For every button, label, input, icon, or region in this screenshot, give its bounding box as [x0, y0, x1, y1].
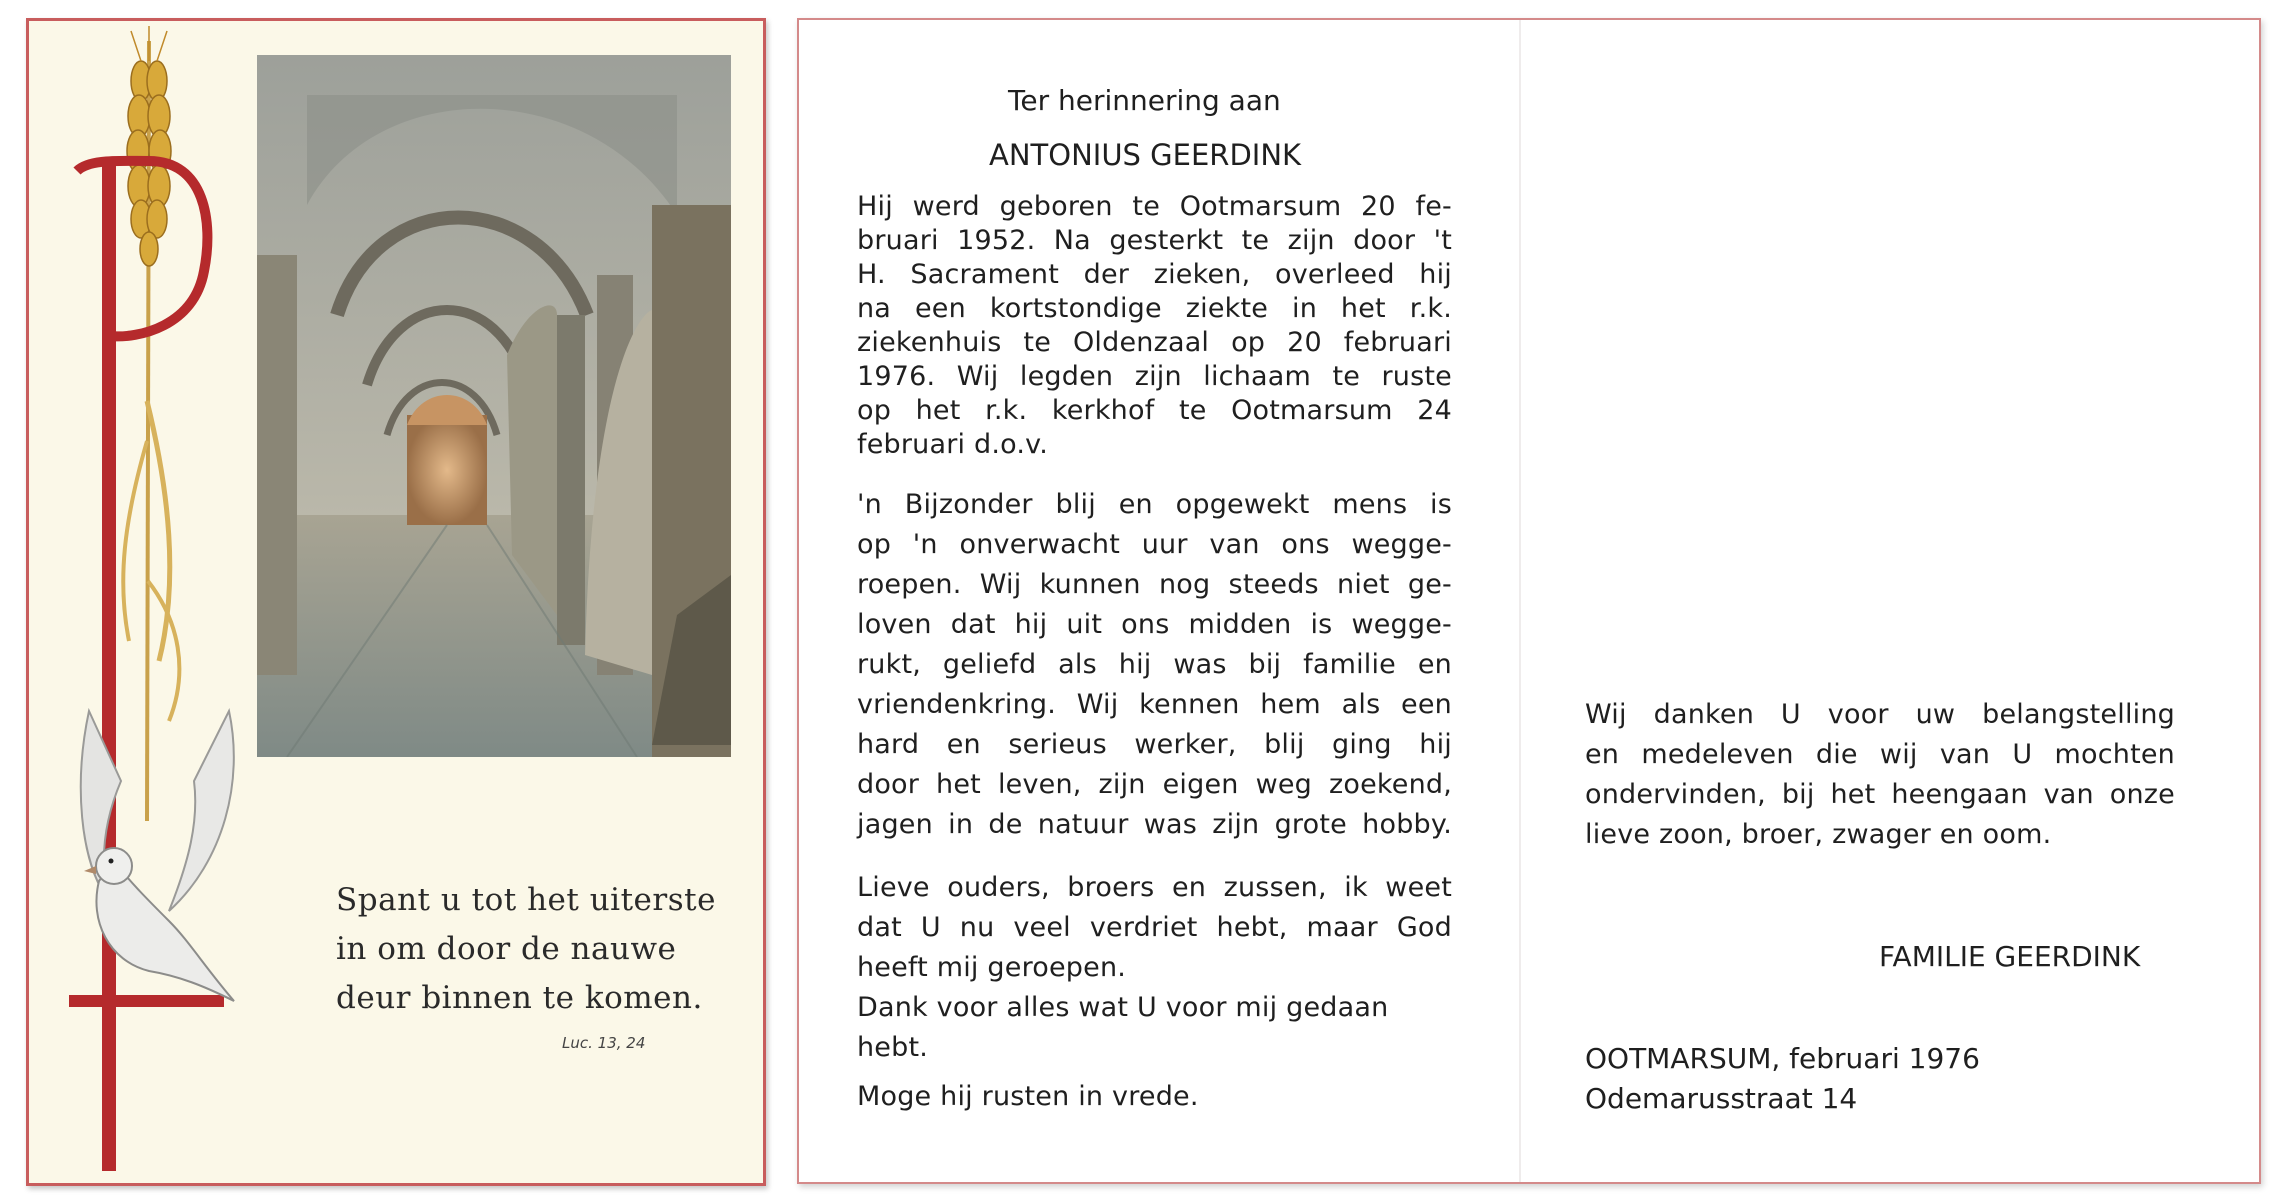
verse-line: Spant u tot het uiterste [336, 882, 716, 918]
gratitude-line: Dank voor alles wat U voor mij gedaan [857, 992, 1389, 1023]
text-line: op 'n onverwacht uur van ons wegge- [857, 529, 1452, 560]
family-signature: FAMILIE GEERDINK [1879, 940, 2141, 973]
text-line: door het leven, zijn eigen weg zoekend, [857, 769, 1452, 800]
memorial-card-inside [797, 18, 2261, 1184]
text-line: jagen in de natuur was zijn grote hobby. [857, 809, 1452, 840]
text-line: bruari 1952. Na gesterkt te zijn door 't [857, 225, 1452, 256]
verse-reference: Luc. 13, 24 [562, 1034, 646, 1052]
text-line: heeft mij geroepen. [857, 952, 1127, 983]
acknowledgement-paragraph [1585, 695, 2175, 855]
text-line: 1976. Wij legden zijn lichaam te ruste [857, 361, 1452, 392]
text-line: en medeleven die wij van U mochten [1585, 739, 2175, 770]
text-line: rukt, geliefd als hij was bij familie en [857, 649, 1452, 680]
tribute-paragraph [857, 485, 1452, 845]
deceased-name: ANTONIUS GEERDINK [989, 138, 1302, 172]
gratitude-line: hebt. [857, 1032, 929, 1063]
family-address: Odemarusstraat 14 [1585, 1082, 1858, 1115]
message-to-family [857, 868, 1452, 988]
memorial-card-front [26, 18, 766, 1186]
text-line: Lieve ouders, broers en zussen, ik weet [857, 872, 1452, 903]
biography-paragraph [857, 190, 1452, 462]
text-line: vriendenkring. Wij kennen hem als een [857, 689, 1452, 720]
text-line: februari d.o.v. [857, 429, 1049, 460]
text-line: lieve zoon, broer, zwager en oom. [1585, 819, 2052, 850]
arched-corridor-illustration [257, 55, 731, 757]
text-line: loven dat hij uit ons midden is wegge- [857, 609, 1452, 640]
text-line: na een kortstondige ziekte in het r.k. [857, 293, 1452, 324]
card-fold-line [1519, 20, 1521, 1182]
cloister-arches-photo [257, 55, 731, 757]
verse-line: in om door de nauwe [336, 931, 677, 967]
text-line: Hij werd geboren te Ootmarsum 20 fe- [857, 191, 1452, 222]
place-and-date: OOTMARSUM, februari 1976 [1585, 1042, 1980, 1075]
text-line: dat U nu veel verdriet hebt, maar God [857, 912, 1452, 943]
remembrance-intro: Ter herinnering aan [1008, 84, 1281, 117]
text-line: H. Sacrament der zieken, overleed hij [857, 259, 1452, 290]
text-line: hard en serieus werker, blij ging hij [857, 729, 1452, 760]
text-line: ziekenhuis te Oldenzaal op 20 februari [857, 327, 1452, 358]
text-line: roepen. Wij kunnen nog steeds niet ge- [857, 569, 1452, 600]
scripture-verse [336, 876, 736, 1023]
verse-line: deur binnen te komen. [336, 980, 703, 1016]
text-line: op het r.k. kerkhof te Ootmarsum 24 [857, 395, 1452, 426]
text-line: Wij danken U voor uw belangstelling [1585, 699, 2175, 730]
text-line: 'n Bijzonder blij en opgewekt mens is [857, 489, 1452, 520]
wheat-stalk-icon [123, 26, 179, 821]
rest-in-peace-line: Moge hij rusten in vrede. [857, 1081, 1199, 1112]
text-line: ondervinden, bij het heengaan van onze [1585, 779, 2175, 810]
